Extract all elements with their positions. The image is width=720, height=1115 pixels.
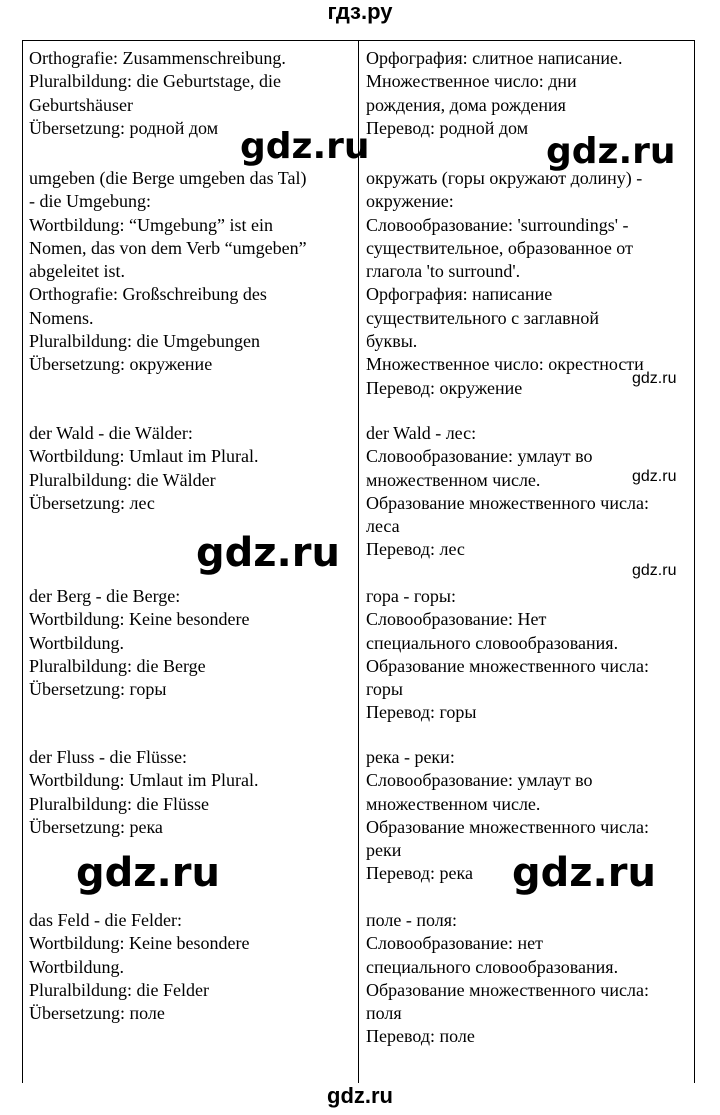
text-line: der Fluss - die Flüsse: [29, 747, 188, 767]
de-block-wald [29, 422, 355, 515]
text-line: Словообразование: умлаут во [366, 446, 593, 467]
text-line: Übersetzung: река [29, 816, 163, 837]
de-block-umgebung [29, 167, 355, 377]
text-line: der Wald - die Wälder: [29, 423, 193, 443]
text-line: Pluralbildung: die Flüsse [29, 793, 209, 814]
text-line: Множественное число: дни [366, 71, 577, 92]
watermark: gdz.ru [240, 126, 370, 167]
text-line: горы [366, 679, 404, 700]
text-line: Словообразование: умлаут во [366, 770, 593, 791]
text-line: Множественное число: окрестности [366, 354, 644, 375]
text-line: леса [366, 516, 400, 537]
ru-block-geburtshaus [366, 47, 692, 140]
text-line: abgeleitet ist. [29, 261, 125, 282]
text-line: Образование множественного числа: [366, 655, 649, 676]
text-line: буквы. [366, 331, 418, 352]
text-line: umgeben (die Berge umgeben das Tal) [29, 168, 307, 188]
text-line: - die Umgebung: [29, 191, 151, 212]
text-line: Орфография: слитное написание. [366, 48, 623, 68]
watermark: gdz.ru [632, 370, 677, 387]
text-line: гора - горы: [366, 586, 456, 606]
text-line: река - реки: [366, 747, 455, 767]
text-line: окружение: [366, 191, 454, 212]
watermark: gdz.ru [512, 850, 656, 896]
site-header: гдз.ру [327, 0, 393, 24]
text-line: Orthografie: Zusammenschreibung. [29, 48, 286, 68]
text-line: Образование множественного числа: [366, 816, 649, 837]
watermark: gdz.ru [632, 468, 677, 485]
text-line: Übersetzung: лес [29, 492, 155, 513]
text-line: Wortbildung. [29, 956, 125, 977]
watermark: gdz.ru [546, 131, 676, 172]
text-line: Перевод: горы [366, 702, 477, 723]
text-line: Übersetzung: родной дом [29, 117, 219, 138]
text-line: Übersetzung: горы [29, 679, 167, 700]
text-line: Образование множественного числа: [366, 979, 649, 1000]
text-line: глагола 'to surround'. [366, 261, 521, 282]
text-line: Wortbildung. [29, 632, 125, 653]
text-line: Nomens. [29, 307, 94, 328]
text-line: Pluralbildung: die Geburtstage, die [29, 71, 281, 92]
text-line: поля [366, 1003, 402, 1024]
text-line: существительное, образованное от [366, 237, 633, 258]
de-block-feld [29, 909, 355, 1025]
text-line: специального словообразования. [366, 632, 619, 653]
text-line: существительного с заглавной [366, 307, 599, 328]
site-footer: gdz.ru [327, 1083, 393, 1108]
text-line: окружать (горы окружают долину) - [366, 168, 643, 188]
text-line: Nomen, das von dem Verb “umgeben” [29, 237, 307, 258]
text-line: Перевод: поле [366, 1026, 475, 1047]
text-line: множественном числе. [366, 793, 541, 814]
ru-block-wald [366, 422, 692, 562]
text-line: Словообразование: 'surroundings' - [366, 214, 629, 235]
text-line: Wortbildung: “Umgebung” ist ein [29, 214, 274, 235]
text-line: Wortbildung: Keine besondere [29, 609, 250, 630]
text-line: das Feld - die Felder: [29, 910, 182, 930]
text-line: Orthografie: Großschreibung des [29, 284, 267, 305]
text-line: Übersetzung: поле [29, 1003, 165, 1024]
text-line: Pluralbildung: die Wälder [29, 469, 216, 490]
text-line: Перевод: река [366, 863, 473, 884]
ru-block-berg [366, 585, 692, 725]
text-line: Образование множественного числа: [366, 492, 649, 513]
text-line: der Wald - лес: [366, 423, 477, 443]
text-line: Орфография: написание [366, 284, 553, 305]
text-line: специального словообразования. [366, 956, 619, 977]
column-divider [358, 41, 359, 1083]
ru-block-umgebung [366, 167, 692, 400]
de-block-fluss [29, 746, 355, 839]
watermark: gdz.ru [76, 850, 220, 896]
text-line: множественном числе. [366, 469, 541, 490]
text-line: Übersetzung: окружение [29, 354, 213, 375]
text-line: Pluralbildung: die Berge [29, 655, 206, 676]
text-line: реки [366, 840, 402, 861]
de-block-berg [29, 585, 355, 701]
text-line: Wortbildung: Keine besondere [29, 933, 250, 954]
watermark: gdz.ru [196, 530, 340, 576]
text-line: der Berg - die Berge: [29, 586, 181, 606]
text-line: Перевод: родной дом [366, 117, 529, 138]
text-line: поле - поля: [366, 910, 458, 930]
watermark: gdz.ru [632, 562, 677, 579]
text-line: Словообразование: нет [366, 933, 544, 954]
text-line: Wortbildung: Umlaut im Plural. [29, 446, 259, 467]
text-line: Перевод: лес [366, 539, 465, 560]
text-line: Pluralbildung: die Felder [29, 979, 209, 1000]
text-line: Wortbildung: Umlaut im Plural. [29, 770, 259, 791]
text-line: Geburtshäuser [29, 94, 133, 115]
text-line: рождения, дома рождения [366, 94, 566, 115]
translation-table [22, 40, 695, 1083]
text-line: Pluralbildung: die Umgebungen [29, 331, 260, 352]
text-line: Словообразование: Нет [366, 609, 547, 630]
ru-block-feld [366, 909, 692, 1049]
text-line: Перевод: окружение [366, 377, 523, 398]
